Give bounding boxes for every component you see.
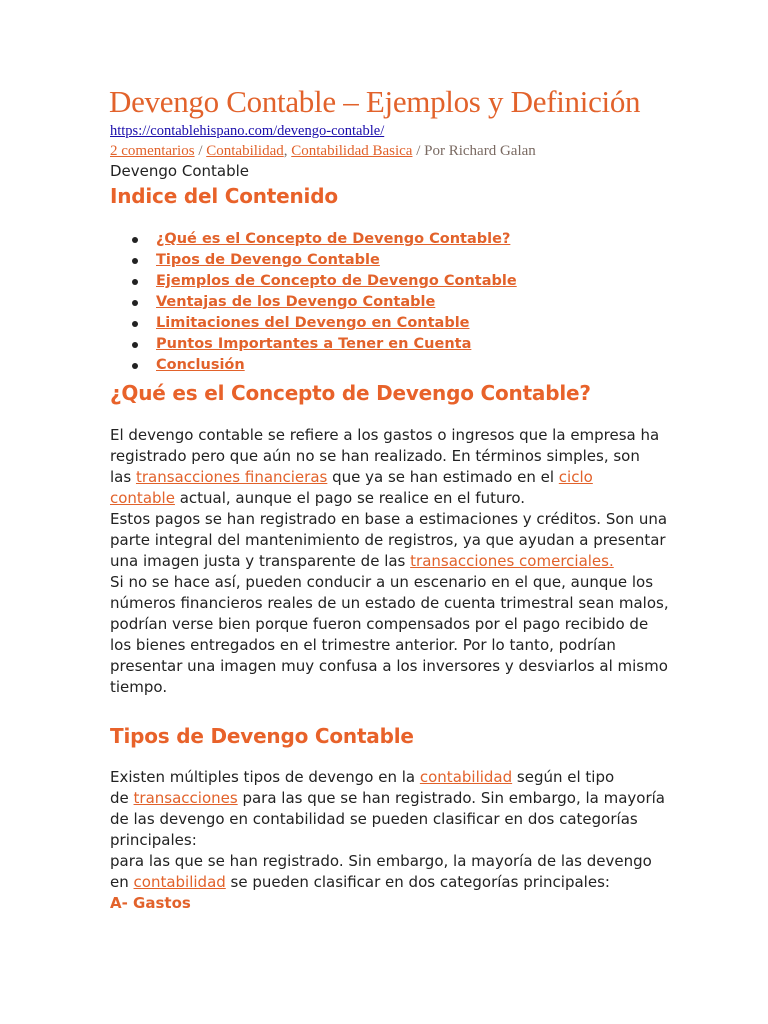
- text-line: [110, 488, 670, 509]
- link-ciclo-contable-cont[interactable]: contable: [110, 489, 175, 507]
- text-line: tiempo.: [110, 678, 168, 696]
- meta-comma: ,: [283, 143, 292, 159]
- text-fragment: Existen múltiples tipos de devengo en la: [110, 768, 420, 786]
- link-transacciones-financieras[interactable]: transacciones financieras: [135, 468, 328, 486]
- text-line: podrían verse bien porque fueron compensados por el pago recibido de: [110, 615, 649, 633]
- source-url-link[interactable]: https://contablehispano.com/devengo-contable/: [110, 123, 385, 139]
- text-line: [110, 551, 670, 572]
- text-line: los bienes entregados en el trimestre anterior. Por lo tanto, podrían: [110, 636, 616, 654]
- bullet-icon: [132, 300, 138, 306]
- text-line: El devengo contable se refiere a los gastos o ingresos que la empresa ha: [110, 426, 660, 444]
- author-text: / Por Richard Galan: [412, 143, 536, 159]
- text-fragment: según el tipo: [512, 768, 615, 786]
- bullet-icon: [132, 342, 138, 348]
- text-fragment: que ya se han estimado en el: [327, 468, 559, 486]
- section-paragraph-tipos: [110, 767, 670, 893]
- link-transacciones-comerciales[interactable]: transacciones comerciales.: [410, 552, 614, 570]
- link-contabilidad-2[interactable]: contabilidad: [133, 873, 226, 891]
- text-fragment: en: [110, 873, 134, 891]
- toc-link-conclusion[interactable]: Conclusión: [156, 357, 245, 373]
- text-line: [110, 872, 670, 893]
- table-of-contents: [132, 229, 517, 376]
- toc-item: [132, 313, 517, 334]
- text-line: [110, 788, 670, 809]
- text-fragment: para las que se han registrado. Sin embargo, la mayoría: [237, 789, 665, 807]
- toc-link-ventajas[interactable]: Ventajas de los Devengo Contable: [156, 294, 436, 310]
- text-fragment: las: [110, 468, 136, 486]
- category-link-contabilidad[interactable]: Contabilidad: [206, 143, 284, 159]
- link-ciclo-contable[interactable]: ciclo: [558, 468, 593, 486]
- subheading-gastos: A- Gastos: [110, 894, 191, 912]
- toc-item: [132, 271, 517, 292]
- text-fragment: actual, aunque el pago se realice en el futuro.: [174, 489, 525, 507]
- toc-item: [132, 250, 517, 271]
- bullet-icon: [132, 258, 138, 264]
- text-line: [110, 467, 670, 488]
- bullet-icon: [132, 279, 138, 285]
- text-fragment: se pueden clasificar en dos categorías principales:: [225, 873, 610, 891]
- toc-link-ejemplos[interactable]: Ejemplos de Concepto de Devengo Contable: [156, 273, 517, 289]
- text-line: principales:: [110, 831, 197, 849]
- toc-link-puntos[interactable]: Puntos Importantes a Tener en Cuenta: [156, 336, 472, 352]
- text-fragment: una imagen justa y transparente de las: [110, 552, 411, 570]
- text-line: de las devengo en contabilidad se pueden clasificar en dos categorías: [110, 810, 638, 828]
- text-line: Si no se hace así, pueden conducir a un escenario en el que, aunque los: [110, 573, 654, 591]
- section-heading-tipos: Tipos de Devengo Contable: [110, 724, 414, 748]
- text-line: para las que se han registrado. Sin embargo, la mayoría de las devengo: [110, 852, 652, 870]
- bullet-icon: [132, 321, 138, 327]
- text-line: Estos pagos se han registrado en base a estimaciones y créditos. Son una: [110, 510, 668, 528]
- link-contabilidad[interactable]: contabilidad: [419, 768, 513, 786]
- toc-link-que-es[interactable]: ¿Qué es el Concepto de Devengo Contable?: [156, 231, 511, 247]
- toc-link-limitaciones[interactable]: Limitaciones del Devengo en Contable: [156, 315, 470, 331]
- meta-separator: /: [194, 143, 207, 159]
- text-line: parte integral del mantenimiento de registros, ya que ayudan a presentar: [110, 531, 666, 549]
- text-fragment: de: [110, 789, 134, 807]
- category-link-contabilidad-basica[interactable]: Contabilidad Basica: [291, 143, 413, 159]
- text-line: [110, 767, 670, 788]
- post-meta: [110, 143, 536, 160]
- bullet-icon: [132, 237, 138, 243]
- bullet-icon: [132, 363, 138, 369]
- toc-item: [132, 292, 517, 313]
- text-line: registrado pero que aún no se han realizado. En términos simples, son: [110, 447, 640, 465]
- breadcrumb: Devengo Contable: [110, 162, 250, 180]
- text-line: presentar una imagen muy confusa a los inversores y desviarlos al mismo: [110, 657, 668, 675]
- toc-heading: Indice del Contenido: [110, 184, 338, 208]
- toc-item: [132, 355, 517, 376]
- text-line: números financieros reales de un estado de cuenta trimestral sean malos,: [110, 594, 669, 612]
- toc-link-tipos[interactable]: Tipos de Devengo Contable: [156, 252, 380, 268]
- link-transacciones[interactable]: transacciones: [133, 789, 238, 807]
- page-title: Devengo Contable – Ejemplos y Definición: [109, 84, 641, 119]
- comments-link[interactable]: 2 comentarios: [110, 143, 195, 159]
- section-paragraph-que-es: [110, 425, 670, 698]
- toc-item: [132, 229, 517, 250]
- section-heading-que-es: ¿Qué es el Concepto de Devengo Contable?: [110, 381, 591, 405]
- toc-item: [132, 334, 517, 355]
